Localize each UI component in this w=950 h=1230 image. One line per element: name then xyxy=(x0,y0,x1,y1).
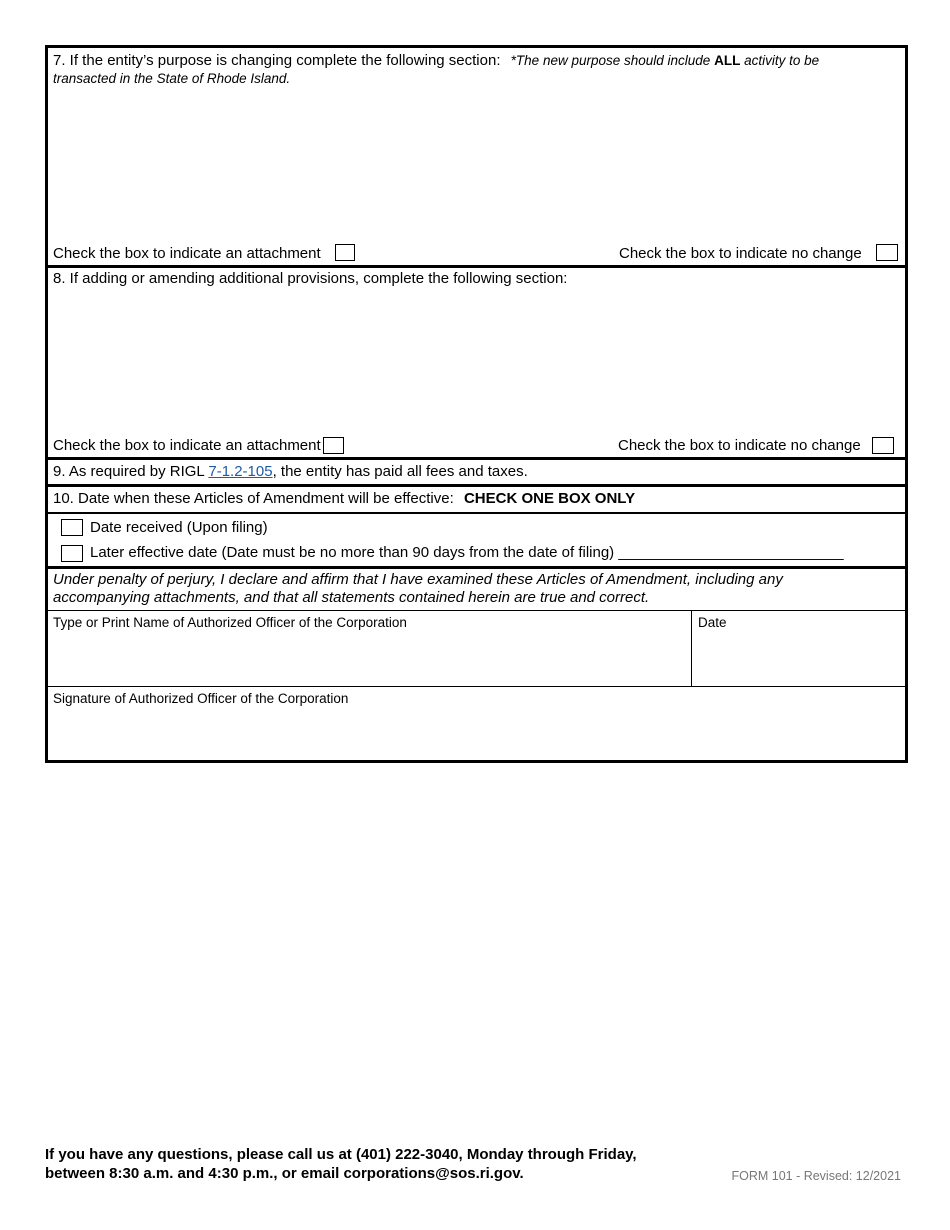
section-10-options xyxy=(48,514,905,566)
date-received-checkbox[interactable] xyxy=(61,519,83,536)
section-9-prefix: 9. As required by RIGL xyxy=(53,463,205,480)
section-7-note-bold: ALL xyxy=(714,53,741,68)
section-9-text xyxy=(53,463,528,481)
section-8-heading: 8. If adding or amending additional provisions, complete the following section: xyxy=(53,270,568,287)
footer-line2: between 8:30 a.m. and 4:30 p.m., or email corporations@sos.ri.gov. xyxy=(45,1165,524,1182)
form-number: FORM 101 - Revised: 12/2021 xyxy=(731,1169,901,1183)
declaration xyxy=(48,569,905,610)
date-received-label: Date received (Upon filing) xyxy=(90,519,268,536)
section-7-heading: 7. If the entity’s purpose is changing complete the following section: xyxy=(53,52,501,69)
officer-name-label: Type or Print Name of Authorized Officer of the Corporation xyxy=(53,615,407,630)
section-7-note-b: activity to be xyxy=(744,53,820,68)
section-10-header xyxy=(48,487,905,512)
later-date-label xyxy=(90,544,844,562)
officer-name-row xyxy=(48,611,905,686)
section-9-suffix: , the entity has paid all fees and taxes. xyxy=(272,463,528,480)
section-7-attachment-label: Check the box to indicate an attachment xyxy=(53,245,321,262)
section-9 xyxy=(48,460,905,484)
officer-name-field[interactable] xyxy=(48,611,691,686)
later-date-blank[interactable]: ___________________________ xyxy=(618,544,844,561)
section-7-heading-line xyxy=(53,52,819,70)
footer-line1: If you have any questions, please call us at (401) 222-3040, Monday through Friday, xyxy=(45,1146,637,1163)
date-label: Date xyxy=(698,615,727,630)
section-7-note xyxy=(511,53,819,68)
section-8-attachment-label: Check the box to indicate an attachment xyxy=(53,437,321,454)
section-8 xyxy=(48,268,905,457)
signature-label: Signature of Authorized Officer of the Corporation xyxy=(53,691,349,706)
section-10-heading-bold: CHECK ONE BOX ONLY xyxy=(463,490,636,507)
rigl-link[interactable]: 7-1.2-105 xyxy=(208,463,273,480)
declaration-line2: accompanying attachments, and that all statements contained herein are true and correct. xyxy=(53,589,650,606)
declaration-line1: Under penalty of perjury, I declare and affirm that I have examined these Articles of Amendment, including any xyxy=(53,571,783,588)
section-7-note-a: *The new purpose should include xyxy=(510,53,711,68)
section-10-heading: 10. Date when these Articles of Amendment will be effective: xyxy=(53,490,454,507)
section-10-heading-line xyxy=(53,490,635,508)
section-8-nochange-label: Check the box to indicate no change xyxy=(618,437,861,454)
section-8-attachment-checkbox[interactable] xyxy=(323,437,344,454)
section-7-attachment-checkbox[interactable] xyxy=(335,244,355,261)
signature-row xyxy=(48,687,905,760)
section-7-nochange-label: Check the box to indicate no change xyxy=(619,245,862,262)
section-7 xyxy=(48,48,905,265)
amendment-form xyxy=(45,45,908,763)
contact-footer xyxy=(45,1145,637,1183)
signature-field[interactable] xyxy=(48,687,905,760)
section-7-nochange-checkbox[interactable] xyxy=(876,244,898,261)
section-8-nochange-checkbox[interactable] xyxy=(872,437,894,454)
date-field[interactable] xyxy=(692,611,905,686)
later-date-text: Later effective date (Date must be no more than 90 days from the date of filing) xyxy=(90,544,615,561)
later-date-checkbox[interactable] xyxy=(61,545,83,562)
section-7-note-line2: transacted in the State of Rhode Island. xyxy=(53,71,291,86)
